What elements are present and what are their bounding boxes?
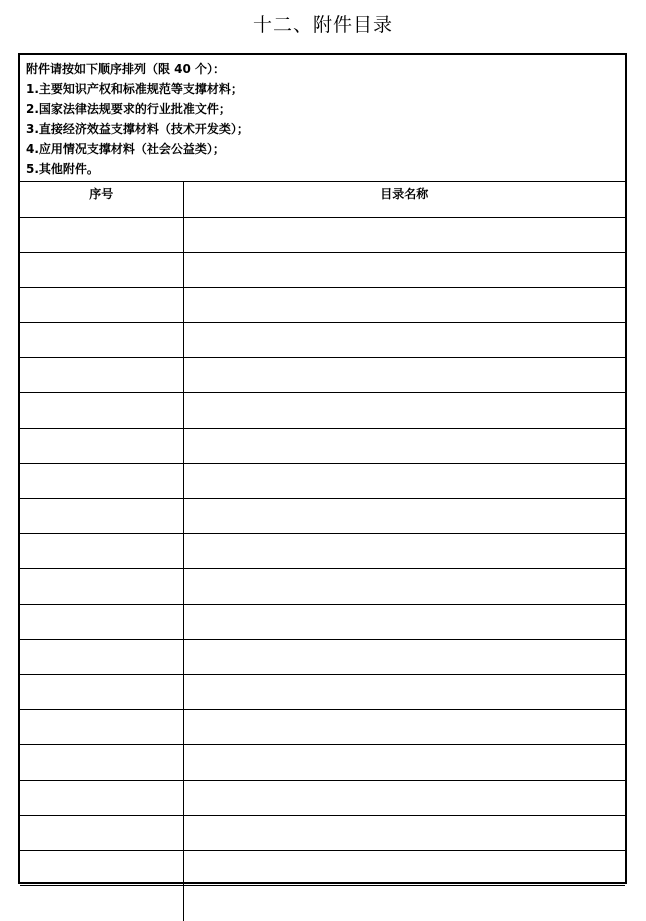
table-row [20, 393, 625, 428]
table-header-row [20, 182, 625, 217]
table-row [20, 780, 625, 815]
instruction-item: 1.主要知识产权和标准规范等支撑材料； [26, 82, 243, 96]
cell-number[interactable] [20, 252, 183, 287]
cell-catalog-name[interactable] [183, 252, 625, 287]
table-row [20, 428, 625, 463]
table-row [20, 745, 625, 780]
cell-catalog-name[interactable] [183, 710, 625, 745]
cell-number[interactable] [20, 604, 183, 639]
cell-catalog-name[interactable] [183, 745, 625, 780]
table-row [20, 886, 625, 921]
table-row [20, 639, 625, 674]
attachment-table [20, 182, 625, 921]
column-header-catalog-name: 目录名称 [183, 182, 625, 217]
table-row [20, 323, 625, 358]
cell-number[interactable] [20, 569, 183, 604]
cell-number[interactable] [20, 674, 183, 709]
cell-number[interactable] [20, 815, 183, 850]
table-body [20, 217, 625, 921]
instruction-item: 5.其他附件。 [26, 162, 99, 176]
table-row [20, 463, 625, 498]
page-title: 十二、附件目录 [252, 14, 393, 36]
cell-catalog-name[interactable] [183, 569, 625, 604]
cell-catalog-name[interactable] [183, 463, 625, 498]
cell-number[interactable] [20, 217, 183, 252]
cell-catalog-name[interactable] [183, 287, 625, 322]
instructions-heading: 附件请按如下顺序排列（限 40 个）： [26, 62, 226, 76]
cell-catalog-name[interactable] [183, 217, 625, 252]
cell-number[interactable] [20, 639, 183, 674]
table-row [20, 287, 625, 322]
attachment-form [18, 53, 627, 884]
cell-catalog-name[interactable] [183, 886, 625, 921]
cell-number[interactable] [20, 886, 183, 921]
cell-number[interactable] [20, 393, 183, 428]
cell-number[interactable] [20, 534, 183, 569]
instruction-item: 3.直接经济效益支撑材料（技术开发类）； [26, 122, 249, 136]
table-row [20, 815, 625, 850]
table-row [20, 569, 625, 604]
cell-number[interactable] [20, 287, 183, 322]
cell-catalog-name[interactable] [183, 850, 625, 885]
cell-number[interactable] [20, 850, 183, 885]
cell-catalog-name[interactable] [183, 428, 625, 463]
cell-catalog-name[interactable] [183, 674, 625, 709]
column-header-number: 序号 [20, 182, 183, 217]
cell-number[interactable] [20, 463, 183, 498]
table-row [20, 710, 625, 745]
cell-number[interactable] [20, 358, 183, 393]
cell-number[interactable] [20, 499, 183, 534]
cell-catalog-name[interactable] [183, 604, 625, 639]
cell-number[interactable] [20, 745, 183, 780]
cell-number[interactable] [20, 323, 183, 358]
table-row [20, 358, 625, 393]
cell-number[interactable] [20, 710, 183, 745]
instruction-item: 2.国家法律法规要求的行业批准文件； [26, 102, 231, 116]
cell-catalog-name[interactable] [183, 639, 625, 674]
instruction-item: 4.应用情况支撑材料（社会公益类）； [26, 142, 225, 156]
table-row [20, 499, 625, 534]
table-row [20, 604, 625, 639]
table-row [20, 850, 625, 885]
table-row [20, 217, 625, 252]
cell-catalog-name[interactable] [183, 815, 625, 850]
cell-catalog-name[interactable] [183, 393, 625, 428]
table-row [20, 252, 625, 287]
cell-number[interactable] [20, 428, 183, 463]
cell-catalog-name[interactable] [183, 323, 625, 358]
table-row [20, 674, 625, 709]
cell-catalog-name[interactable] [183, 499, 625, 534]
cell-catalog-name[interactable] [183, 780, 625, 815]
table-row [20, 534, 625, 569]
cell-catalog-name[interactable] [183, 534, 625, 569]
cell-catalog-name[interactable] [183, 358, 625, 393]
instructions-block [20, 55, 625, 182]
cell-number[interactable] [20, 780, 183, 815]
